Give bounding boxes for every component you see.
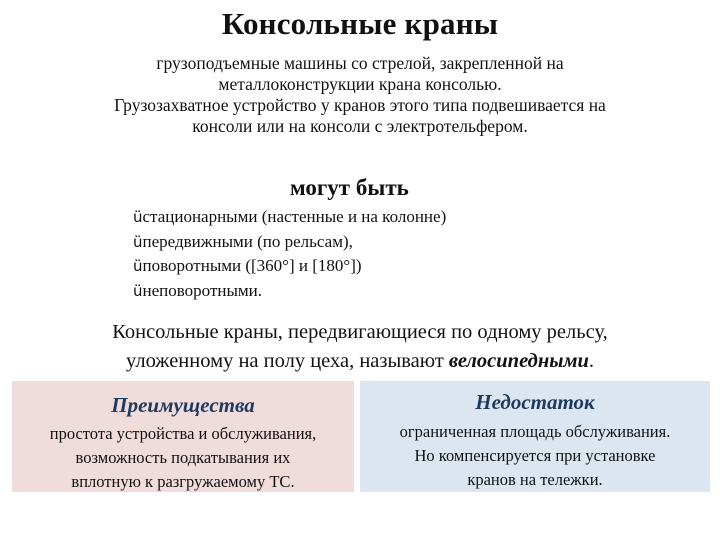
advantages-body <box>12 422 354 494</box>
advantages-line: простота устройства и обслуживания, <box>49 424 317 443</box>
list-item-text: неповоротными. <box>142 280 262 300</box>
intro-line: консоли или на консоли с электротельфером. <box>192 116 528 136</box>
advantages-title: Преимущества <box>111 393 255 417</box>
emphasis-term: велосипедными <box>448 350 589 372</box>
checkmark-icon: ü <box>133 257 143 275</box>
checkmark-icon: ü <box>133 232 143 251</box>
intro-line: грузоподъемные машины со стрелой, закрепленной на <box>156 53 564 73</box>
list-item-text: стационарными (настенные и на колонне) <box>142 207 447 226</box>
list-item <box>133 205 446 230</box>
paragraph-period: . <box>588 350 595 372</box>
section-subheading: могут быть <box>290 175 409 200</box>
list-item <box>133 279 446 304</box>
list-item-text: поворотными ([360°] и [180°]) <box>142 256 362 275</box>
disadvantage-panel <box>360 381 710 492</box>
bullet-list <box>133 205 446 303</box>
paragraph-text: уложенному на полу цеха, называют <box>125 350 449 372</box>
list-item <box>133 230 446 255</box>
list-item-text: передвижными (по рельсам), <box>142 231 353 251</box>
paragraph-line <box>20 347 700 376</box>
page-title: Консольные краны <box>221 6 499 41</box>
disadvantage-line: Но компенсируется при установке <box>414 446 656 465</box>
advantages-panel <box>12 381 354 492</box>
disadvantage-title: Недостаток <box>475 390 595 414</box>
disadvantage-line: кранов на тележки. <box>467 470 603 489</box>
intro-line: металлоконструкции крана консолью. <box>218 74 502 94</box>
intro-line: Грузозахватное устройство у кранов этого типа подвешивается на <box>114 95 606 115</box>
paragraph-line: Консольные краны, передвигающиеся по одному рельсу, <box>112 321 608 343</box>
checkmark-icon: ü <box>133 281 143 300</box>
intro-definition <box>40 53 680 137</box>
advantages-line: вплотную к разгружаемому ТС. <box>71 472 295 491</box>
velocipede-paragraph <box>20 318 700 376</box>
disadvantage-body <box>360 420 710 492</box>
advantages-line: возможность подкатывания их <box>75 448 291 467</box>
disadvantage-line: ограниченная площадь обслуживания. <box>399 422 671 441</box>
list-item <box>133 254 446 279</box>
checkmark-icon: ü <box>133 208 143 226</box>
